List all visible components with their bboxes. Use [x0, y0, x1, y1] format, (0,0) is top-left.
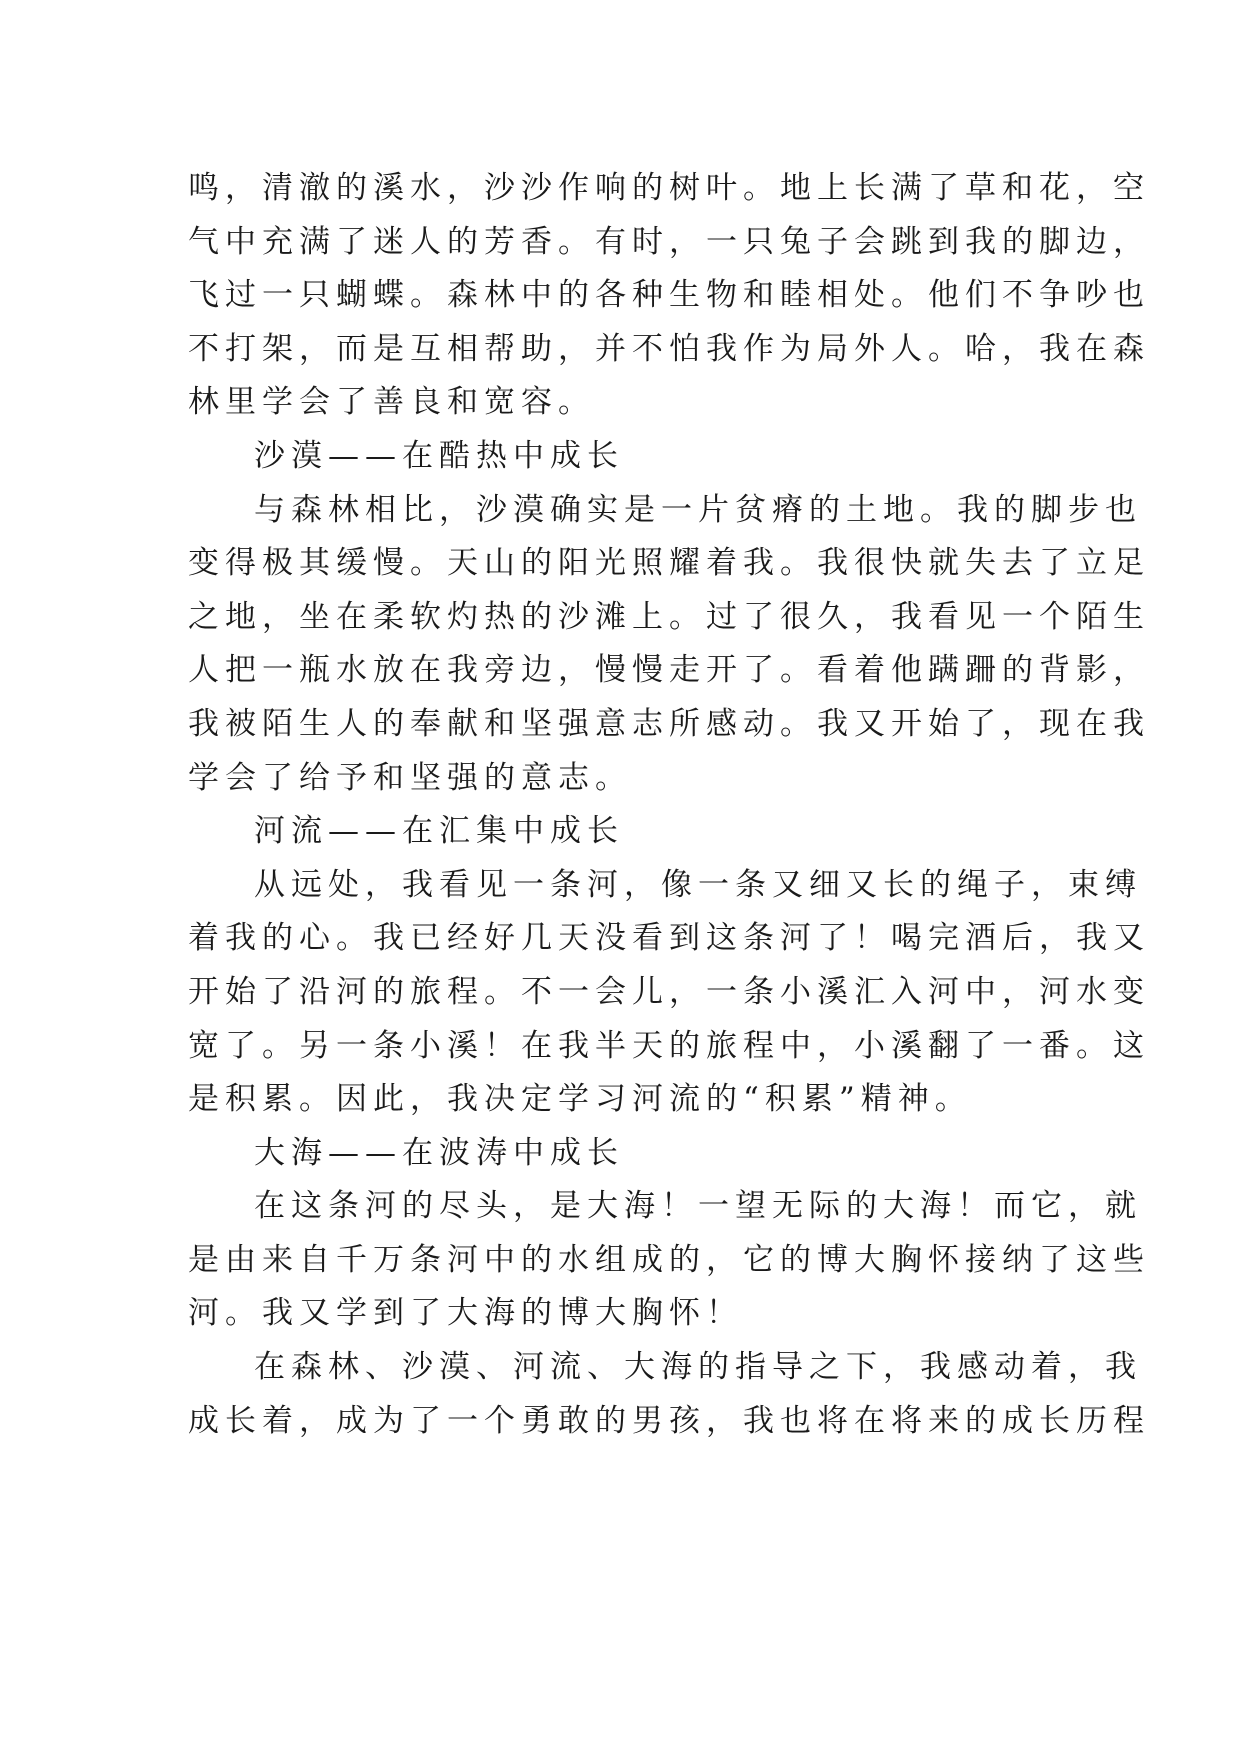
text-line: 不打架，而是互相帮助，并不怕我作为局外人。哈，我在森 — [188, 330, 1150, 367]
text-line: 宽了。另一条小溪！在我半天的旅程中，小溪翻了一番。这 — [188, 1027, 1150, 1064]
text-line: 是积累。因此，我决定学习河流的“积累”精神。 — [188, 1081, 972, 1118]
text-line: 气中充满了迷人的芳香。有时，一只兔子会跳到我的脚边， — [188, 223, 1150, 260]
text-line: 变得极其缓慢。天山的阳光照耀着我。我很快就失去了立足 — [188, 545, 1150, 582]
text-line: 飞过一只蝴蝶。森林中的各种生物和睦相处。他们不争吵也 — [188, 277, 1150, 314]
text-line: 学会了给予和坚强的意志。 — [188, 759, 632, 796]
text-line: 我被陌生人的奉献和坚强意志所感动。我又开始了，现在我 — [188, 705, 1150, 742]
text-line: 着我的心。我已经好几天没看到这条河了！喝完酒后，我又 — [188, 920, 1150, 957]
text-line: 之地，坐在柔软灼热的沙滩上。过了很久，我看见一个陌生 — [188, 598, 1150, 635]
text-line: 是由来自千万条河中的水组成的，它的博大胸怀接纳了这些 — [188, 1241, 1150, 1278]
section-heading-sea: 大海——在波涛中成长 — [254, 1134, 624, 1171]
body-text — [188, 162, 1150, 1448]
text-line: 鸣，清澈的溪水，沙沙作响的树叶。地上长满了草和花，空 — [188, 170, 1150, 206]
text-line: 开始了沿河的旅程。不一会儿，一条小溪汇入河中，河水变 — [188, 973, 1150, 1010]
text-line: 成长着，成为了一个勇敢的男孩，我也将在将来的成长历程 — [188, 1402, 1150, 1439]
text-line: 在森林、沙漠、河流、大海的指导之下，我感动着，我 — [254, 1349, 1142, 1386]
section-heading-river: 河流——在汇集中成长 — [254, 813, 624, 850]
section-heading-desert: 沙漠——在酷热中成长 — [254, 437, 624, 474]
text-line: 人把一瓶水放在我旁边，慢慢走开了。看着他蹒跚的背影， — [188, 652, 1150, 689]
text-line: 河。我又学到了大海的博大胸怀！ — [188, 1295, 743, 1332]
text-line: 与森林相比，沙漠确实是一片贫瘠的土地。我的脚步也 — [254, 491, 1142, 528]
text-line: 林里学会了善良和宽容。 — [188, 384, 595, 421]
text-line: 从远处，我看见一条河，像一条又细又长的绳子，束缚 — [254, 866, 1142, 903]
text-line: 在这条河的尽头，是大海！一望无际的大海！而它，就 — [254, 1188, 1142, 1225]
